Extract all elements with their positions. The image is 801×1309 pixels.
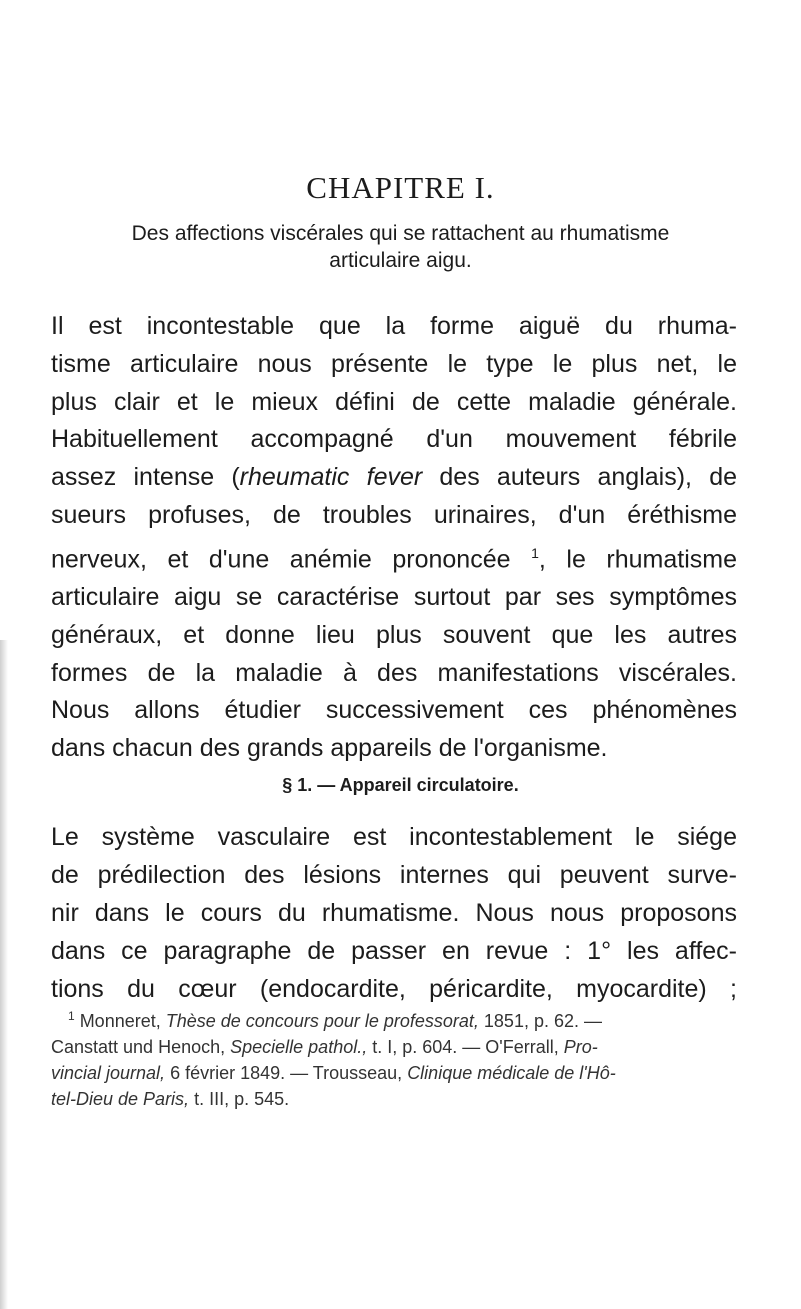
text-line <box>51 459 737 497</box>
text-line: formes de la maladie à des manifestations viscérales. <box>51 658 737 687</box>
text-fragment: , le rhumatisme <box>538 545 738 574</box>
footnote-line <box>51 1034 737 1060</box>
footnote-line <box>51 1003 737 1034</box>
italic-title: tel-Dieu de Paris, <box>51 1089 190 1109</box>
chapter-title: CHAPITRE I. <box>306 170 495 205</box>
text-line: Nous allons étudier successivement ces phénomènes <box>51 696 737 725</box>
italic-term: rheumatic fever <box>239 463 423 492</box>
text-fragment: Canstatt und Henoch, <box>51 1037 231 1057</box>
text-fragment: t. I, p. 604. — O'Ferrall, <box>367 1037 564 1057</box>
footnote <box>51 1003 737 1112</box>
subtitle-line-1: Des affections viscérales qui se rattachent au rhumatisme <box>131 222 670 245</box>
text-line: sueurs profuses, de troubles urinaires, d'un éréthisme <box>51 500 737 529</box>
text-line: nir dans le cours du rhumatisme. Nous nous proposons <box>51 899 737 927</box>
footnote-marker: 1 <box>68 1009 75 1023</box>
text-line: articulaire aigu se caractérise surtout par ses symptômes <box>51 582 737 611</box>
text-line: Il est incontestable que la forme aiguë du rhuma- <box>51 312 737 340</box>
text-line: Habituellement accompagné d'un mouvement fébrile <box>51 425 737 454</box>
italic-title: vincial journal, <box>51 1063 166 1083</box>
footnote-reference[interactable]: 1 <box>531 544 539 561</box>
paragraph-1 <box>51 308 737 768</box>
text-line <box>51 535 737 579</box>
text-line: plus clair et le mieux défini de cette maladie générale. <box>51 387 737 416</box>
text-line: dans ce paragraphe de passer en revue : 1° les affec- <box>51 937 737 965</box>
text-line: dans chacun des grands appareils de l'organisme. <box>51 734 608 763</box>
text-fragment: nerveux, et d'une anémie prononcée <box>51 545 532 574</box>
text-fragment: Monneret, <box>74 1011 166 1031</box>
chapter-subtitle <box>60 220 741 274</box>
footnote-line <box>51 1086 737 1112</box>
text-line: Le système vasculaire est incontestablement le siége <box>51 823 737 851</box>
text-line: tisme articulaire nous présente le type le plus net, le <box>51 349 737 378</box>
section-heading: § 1. — Appareil circulatoire. <box>282 775 519 795</box>
italic-title: Pro- <box>563 1037 598 1057</box>
subtitle-line-2: articulaire aigu. <box>329 249 472 272</box>
paragraph-2 <box>51 818 737 1008</box>
text-line: tions du cœur (endocardite, péricardite, myocardite) ; <box>51 975 737 1003</box>
text-fragment: t. III, p. 545. <box>189 1089 290 1109</box>
text-fragment: assez intense ( <box>51 463 240 492</box>
text-line: généraux, et donne lieu plus souvent que les autres <box>51 620 737 649</box>
italic-title: Thèse de concours pour le professorat, <box>165 1011 479 1031</box>
text-fragment: des auteurs anglais), de <box>422 463 738 492</box>
footnote-line <box>51 1060 737 1086</box>
page-edge-shadow <box>0 640 8 1309</box>
text-fragment: 6 février 1849. — Trousseau, <box>165 1063 408 1083</box>
text-fragment: 1851, p. 62. — <box>478 1011 602 1031</box>
italic-title: Clinique médicale de l'Hô- <box>407 1063 616 1083</box>
italic-title: Specielle pathol., <box>230 1037 368 1057</box>
text-line: de prédilection des lésions internes qui peuvent surve- <box>51 861 737 889</box>
